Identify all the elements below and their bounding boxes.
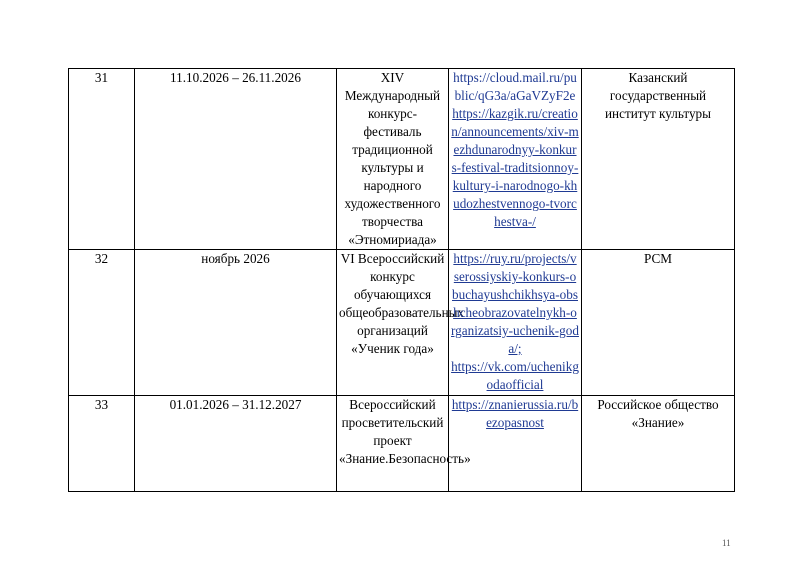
table-row — [69, 250, 735, 396]
event-name: VI Всероссийский конкурс обучающихся общеобразовательных организаций «Ученик года» — [337, 250, 449, 396]
page-number: 11 — [722, 538, 731, 548]
row-number: 33 — [69, 396, 135, 492]
row-number: 32 — [69, 250, 135, 396]
event-links — [449, 69, 582, 250]
event-name: Всероссийский просветительский проект «Знание.Безопасность» — [337, 396, 449, 492]
event-dates: 11.10.2026 – 26.11.2026 — [135, 69, 337, 250]
event-dates: 01.01.2026 – 31.12.2027 — [135, 396, 337, 492]
event-link[interactable]: https://vk.com/uchenikgodaofficial — [451, 359, 579, 392]
event-name: XIV Международный конкурс-фестиваль традиционной культуры и народного художественного творчества «Этномириада» — [337, 69, 449, 250]
event-organizer: Российское общество «Знание» — [582, 396, 735, 492]
event-link[interactable]: https://znanierussia.ru/bezopasnost — [451, 397, 579, 430]
table-row — [69, 69, 735, 250]
event-link[interactable]: https://ruy.ru/projects/vserossiyskiy-konkurs-obuchayushchikhsya-obshcheobrazovatelnykh-organizatsiy-uchenik-goda/; — [451, 251, 579, 356]
event-links — [449, 396, 582, 492]
table-row — [69, 396, 735, 492]
events-table — [68, 68, 735, 492]
row-number: 31 — [69, 69, 135, 250]
event-dates: ноябрь 2026 — [135, 250, 337, 396]
event-organizer: Казанский государственный институт культуры — [582, 69, 735, 250]
event-links — [449, 250, 582, 396]
event-link[interactable]: https://kazgik.ru/creation/announcements/xiv-mezhdunarodnyy-konkurs-festival-traditsionnoy-kultury-i-narodnogo-khudozhestvennogo-tvorchestva-/ — [451, 106, 579, 229]
event-link[interactable]: https://cloud.mail.ru/public/qG3a/aGaVZyF2e — [453, 70, 577, 103]
event-organizer: РСМ — [582, 250, 735, 396]
